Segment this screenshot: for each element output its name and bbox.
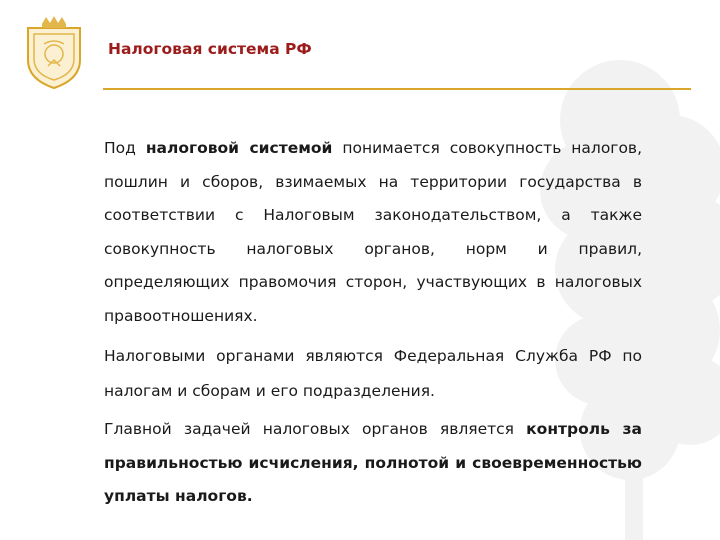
title-divider (103, 88, 691, 90)
main-task-emphasis: контроль за правильностью исчисления, полнотой и своевременностью уплаты налогов. (104, 420, 642, 505)
paragraph-definition (104, 132, 642, 333)
main-task-lead: Главной задачей налоговых органов является (104, 420, 527, 438)
definition-body: понимается совокупность налогов, пошлин и сборов, взимаемых на территории государства в соответствии с Налоговым законодательством, а также совокупность налоговых органов, норм и правил, определяющих правомочия сторон, участвующих в налоговых правоотношениях. (104, 139, 642, 325)
slide-body (104, 132, 642, 514)
slide-title: Налоговая система РФ (108, 40, 312, 58)
coat-of-arms-icon (22, 14, 86, 90)
definition-lead: Под (104, 139, 146, 157)
definition-term: налоговой системой (145, 139, 333, 157)
paragraph-main-task (104, 413, 642, 514)
paragraph-tax-authorities: Налоговыми органами являются Федеральная Служба РФ по налогам и сборам и его подразделения. (104, 347, 642, 400)
